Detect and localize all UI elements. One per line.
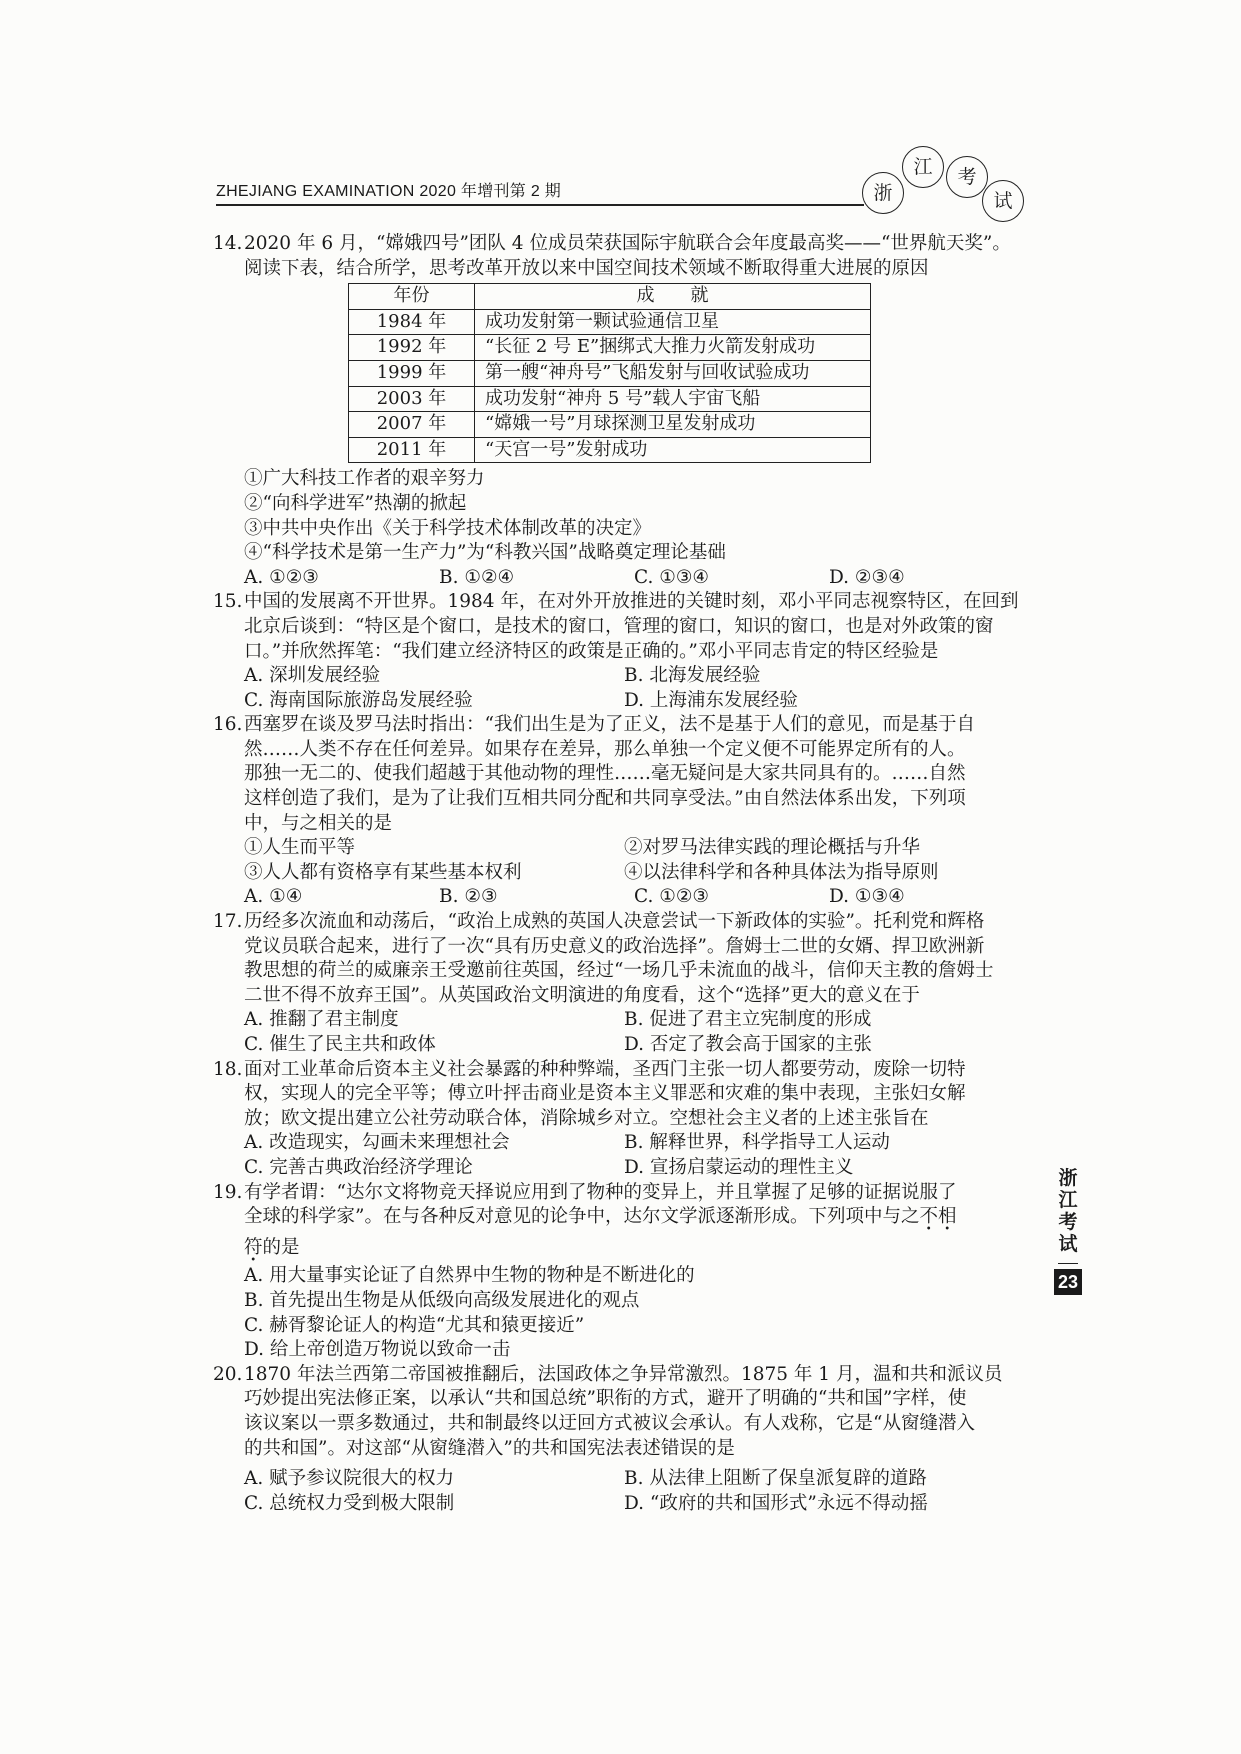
side-tab-title [1052,1168,1084,1256]
table-header-achievement: 成 就 [475,284,871,310]
question-18 [213,1058,1033,1132]
question-text-line [244,1236,1033,1261]
table-cell-achievement: “天宫一号”发射成功 [475,437,871,463]
question-text-line: 然……人类不存在任何差异。如果存在差异，那么单独一个定义便不可能界定所有的人。 [244,738,966,760]
question-text-line: 党议员联合起来，进行了一次“具有历史意义的政治选择”。詹姆士二世的女婿、捍卫欧洲新 [244,935,985,957]
table-cell-achievement: “嫦娥一号”月球探测卫星发射成功 [475,412,871,438]
question-number: 14. [213,233,243,254]
answer-options [213,664,1033,689]
question-number: 20. [213,1363,243,1385]
question-text-line: 该议案以一票多数通过，共和制最终以迂回方式被议会承认。有人戏称，它是“从窗缝潜入 [244,1412,975,1434]
statement-item: ③中共中央作出《关于科学技术体制改革的决定》 [244,517,652,539]
seal-char-4: 试 [982,180,1024,222]
question-text-line: 巧妙提出宪法修正案，以承认“共和国总统”职衔的方式，避开了明确的“共和国”字样，使 [244,1388,967,1410]
table-row [349,412,871,438]
table-row [349,360,871,386]
question-text-line: 面对工业革命后资本主义社会暴露的种种弊端，圣西门主张一切人都要劳动，废除一切特 [244,1058,966,1080]
option-a[interactable]: A. 改造现实，勾画未来理想社会 [244,1132,510,1154]
question-text-line: 中，与之相关的是 [244,812,393,834]
option-b[interactable]: B. ②③ [439,886,498,908]
seal-char-1: 浙 [862,172,904,214]
option-c[interactable]: C. 完善古典政治经济学理论 [244,1156,473,1178]
answer-options [213,885,1033,910]
running-header: ZHEJIANG EXAMINATION 2020 年增刊第 2 期 [216,183,562,200]
emphasis-char: 不 [919,1206,938,1228]
question-15 [213,590,1033,664]
table-cell-year: 2011 年 [349,437,475,463]
question-number: 15. [213,591,243,613]
answer-options [213,1131,1033,1156]
question-14 [213,232,1033,281]
table-cell-year: 1984 年 [349,309,475,335]
table-cell-year: 2003 年 [349,386,475,412]
achievement-table [348,283,871,463]
option-b[interactable]: B. 解释世界，科学指导工人运动 [624,1132,890,1154]
option-c[interactable]: C. 赫胥黎论证人的构造“尤其和猿更接近” [244,1314,585,1336]
option-a[interactable]: A. 推翻了君主制度 [244,1009,399,1031]
option-d[interactable]: D. 否定了教会高于国家的主张 [624,1034,872,1055]
question-text-line: 2020 年 6 月，“嫦娥四号”团队 4 位成员荣获国际宇航联合会年度最高奖——“世界航天奖”。 [244,233,1011,254]
option-d[interactable]: D. 上海浦东发展经验 [624,689,798,711]
answer-options [213,689,1033,714]
emphasis-char: 符 [244,1236,263,1258]
question-text-line: 北京后谈到：“特区是个窗口，是技术的窗口，管理的窗口，知识的窗口，也是对外政策的窗 [244,615,994,637]
question-text-line: 二世不得不放弃王国”。从英国政治文明演进的角度看，这个“选择”更大的意义在于 [244,984,920,1006]
question-number: 17. [213,911,243,933]
header-rule [216,204,864,206]
table-row [349,309,871,335]
side-tab-char: 江 [1058,1190,1078,1211]
question-text-segment: 全球的科学家”。在与各种反对意见的论争中，达尔文学派逐渐形成。下列项中与之 [244,1206,920,1228]
option-d[interactable]: D. 宣扬启蒙运动的理性主义 [624,1156,854,1178]
side-tab-char: 试 [1058,1234,1078,1255]
option-a[interactable]: A. 用大量事实论证了自然界中生物的物种是不断进化的 [244,1265,695,1287]
option-a[interactable]: A. ①②③ [244,566,319,588]
question-text-line: 有学者谓：“达尔文将物竞天择说应用到了物种的变异上，并且掌握了足够的证据说服了 [244,1181,957,1203]
statement-item: ②“向科学进军”热潮的掀起 [244,492,467,514]
table-row [349,437,871,463]
option-b[interactable]: B. 首先提出生物是从低级向高级发展进化的观点 [244,1289,640,1311]
question-text-line: 口。”并欣然挥笔：“我们建立经济特区的政策是正确的。”邓小平同志肯定的特区经验是 [244,640,939,662]
statement-item: ②对罗马法律实践的理论概括与升华 [624,837,921,859]
question-text-line [244,1205,1033,1230]
table-row [349,386,871,412]
option-d[interactable]: D. ②③④ [829,566,905,588]
side-tab-rule [1058,1263,1078,1264]
question-text-line: 这样创造了我们，是为了让我们互相共同分配和共同享受法。”由自然法体系出发，下列项 [244,788,966,810]
answer-options [213,1008,1033,1033]
option-d[interactable]: D. ①③④ [829,886,905,908]
answer-options [213,1492,1033,1517]
question-text-line: 的共和国”。对这部“从窗缝潜入”的共和国宪法表述错误的是 [244,1437,735,1459]
emphasis-char: 相 [937,1206,957,1228]
table-header-row [349,284,871,310]
statement-item: ④“科学技术是第一生产力”为“科教兴国”战略奠定理论基础 [244,542,726,564]
statement-item: ④以法律科学和各种具体法为指导原则 [624,861,939,883]
table-cell-achievement: 第一艘“神舟号”飞船发射与回收试验成功 [475,360,871,386]
page-number: 23 [1054,1269,1082,1295]
option-c[interactable]: C. 海南国际旅游岛发展经验 [244,689,473,711]
question-20 [213,1363,1033,1461]
question-text-line: 教思想的荷兰的威廉亲王受邀前往英国，经过“一场几乎未流血的战斗，信仰天主教的詹姆士 [244,960,994,982]
option-c[interactable]: C. 催生了民主共和政体 [244,1034,436,1055]
table-cell-achievement: “长征 2 号 E”捆绑式大推力火箭发射成功 [475,335,871,361]
question-number: 19. [213,1181,243,1203]
question-text-line: 中国的发展离不开世界。1984 年，在对外开放推进的关键时刻，邓小平同志视察特区，在回到 [244,591,1019,613]
side-tab-char: 考 [1058,1212,1078,1233]
option-a[interactable]: A. ①④ [244,886,303,908]
answer-options [213,566,1033,591]
question-text-line: 西塞罗在谈及罗马法时指出：“我们出生是为了正义，法不是基于人们的意见，而是基于自 [244,714,975,736]
option-b[interactable]: B. 从法律上阻断了保皇派复辟的道路 [624,1468,927,1490]
question-text-segment: 的是 [262,1236,300,1258]
statement-items [213,861,1033,886]
option-c[interactable]: C. ①③④ [634,566,710,588]
table-cell-year: 2007 年 [349,412,475,438]
seal-char-3: 考 [946,156,988,198]
option-b[interactable]: B. 北海发展经验 [624,665,761,687]
table-cell-year: 1999 年 [349,360,475,386]
statement-items [213,836,1033,861]
table-cell-year: 1992 年 [349,335,475,361]
option-b[interactable]: B. ①②④ [439,566,515,588]
question-text-line: 权，实现人的完全平等；傅立叶抨击商业是资本主义罪恶和灾难的集中表现，主张妇女解 [244,1083,966,1105]
option-b[interactable]: B. 促进了君主立宪制度的形成 [624,1009,872,1031]
seal-char-2: 江 [902,146,944,188]
question-list [213,232,1033,1516]
statement-item: ①广大科技工作者的艰辛努力 [244,468,485,490]
question-17 [213,910,1033,1008]
table-cell-achievement: 成功发射“神舟 5 号”载人宇宙飞船 [475,386,871,412]
table-cell-achievement: 成功发射第一颗试验通信卫星 [475,309,871,335]
journal-seal-logo [862,146,1032,226]
question-text-line: 阅读下表，结合所学，思考改革开放以来中国空间技术领域不断取得重大进展的原因 [244,257,929,279]
question-16 [213,713,1033,836]
table-row [349,335,871,361]
question-text-line: 历经多次流血和动荡后，“政治上成熟的英国人决意尝试一下新政体的实验”。托利党和辉格 [244,911,985,933]
statement-item: ①人生而平等 [244,837,356,859]
option-a[interactable]: A. 深圳发展经验 [244,665,381,687]
question-text-line: 那独一无二的、使我们超越于其他动物的理性……毫无疑问是大家共同具有的。……自然 [244,763,966,785]
option-d[interactable]: D. “政府的共和国形式”永远不得动摇 [624,1492,928,1514]
statement-item: ③人人都有资格享有某些基本权利 [244,861,522,883]
answer-options [213,1033,1033,1058]
question-text-line: 放；欧文提出建立公社劳动联合体，消除城乡对立。空想社会主义者的上述主张旨在 [244,1107,929,1129]
question-number: 16. [213,714,243,736]
option-d[interactable]: D. 给上帝创造万物说以致命一击 [244,1339,511,1361]
option-c[interactable]: C. ①②③ [634,886,710,908]
option-c[interactable]: C. 总统权力受到极大限制 [244,1492,455,1514]
question-19 [213,1181,1033,1261]
side-tab [1052,1168,1084,1295]
side-tab-char: 浙 [1058,1168,1078,1189]
answer-options [213,1156,1033,1181]
option-a[interactable]: A. 赋予参议院很大的权力 [244,1468,455,1490]
question-number: 18. [213,1058,243,1080]
table-header-year: 年份 [349,284,475,310]
answer-options [213,1467,1033,1492]
question-text-line: 1870 年法兰西第二帝国被推翻后，法国政体之争异常激烈。1875 年 1 月，温和共和派议员 [244,1363,1003,1385]
